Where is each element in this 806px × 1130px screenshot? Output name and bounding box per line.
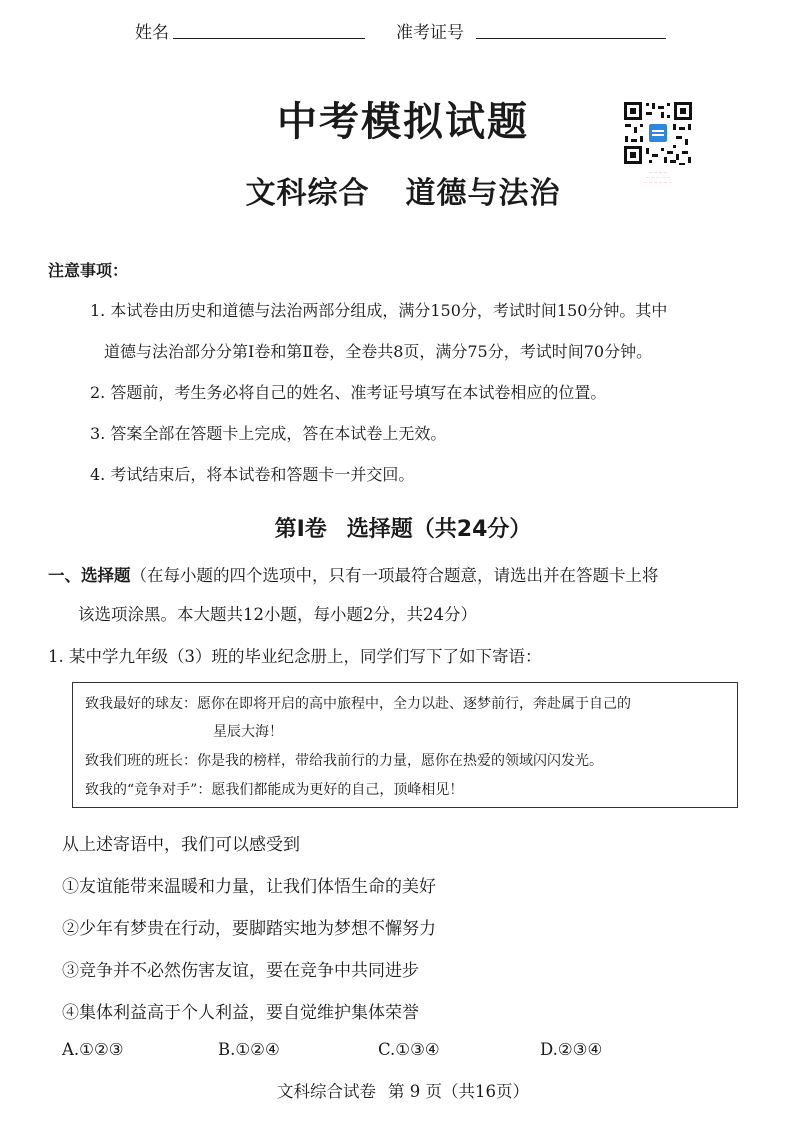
name-field-line[interactable]: [173, 38, 365, 39]
notice-item: 道德与法治部分分第Ⅰ卷和第Ⅱ卷，全卷共8页，满分75分，考试时间70分钟。: [104, 342, 653, 361]
part-instruction-text: （在每小题的四个选项中，只有一项最符合题意，请选出并在答题卡上将: [130, 566, 659, 585]
message-box: [72, 682, 738, 808]
page-footer: [0, 1078, 806, 1102]
answer-choice-a[interactable]: A.①②③: [62, 1040, 124, 1059]
message-line: 致我最好的球友：愿你在即将开启的高中旅程中，全力以赴、逐梦前行，奔赴属于自己的: [85, 696, 631, 712]
statement-option: ④集体利益高于个人利益，要自觉维护集体荣誉: [62, 1003, 419, 1023]
notice-item: 4. 考试结束后，将本试卷和答题卡一并交回。: [90, 465, 415, 484]
notice-heading: 注意事项：: [48, 261, 129, 280]
statement-option: ①友谊能带来温暖和力量，让我们体悟生命的美好: [62, 877, 436, 897]
qr-caption-line: ··· ··· ··· ··· ···: [645, 175, 671, 180]
answer-choice-b[interactable]: B.①②④: [218, 1040, 280, 1059]
question-stem: 1. 某中学九年级（3）班的毕业纪念册上，同学们写下了如下寄语：: [48, 647, 542, 666]
answer-choice-d[interactable]: D.②③④: [540, 1040, 603, 1059]
statement-option: ③竞争并不必然伤害友谊，要在竞争中共同进步: [62, 961, 419, 981]
question-lead: 从上述寄语中，我们可以感受到: [62, 835, 300, 855]
subtitle-section: 道德与法治: [405, 176, 561, 211]
notice-item: 3. 答案全部在答题卡上完成，答在本试卷上无效。: [90, 424, 447, 443]
qr-caption: [606, 170, 710, 185]
notice-item: 2. 答题前，考生务必将自己的姓名、准考证号填写在本试卷相应的位置。: [90, 383, 607, 402]
footer-subject: 文科综合试卷: [277, 1082, 376, 1101]
page-title: 中考模拟试题: [277, 99, 529, 145]
qr-caption-line: ··· ··· ··· ··· ··· ···: [643, 180, 673, 185]
subtitle-subject: 文科综合: [245, 176, 370, 211]
statement-option: ②少年有梦贵在行动，要脚踏实地为梦想不懈努力: [62, 919, 436, 939]
part-label: 一、选择题: [48, 566, 131, 585]
name-label: 姓名: [135, 23, 169, 43]
page-number: 第 9 页（共16页）: [388, 1082, 529, 1101]
part-instruction: [48, 562, 768, 586]
exam-id-label: 准考证号: [396, 23, 464, 43]
message-line: 星辰大海！: [213, 724, 283, 740]
qr-caption-line: ··· ··· ··· ···: [648, 170, 668, 175]
exam-id-field-line[interactable]: [476, 38, 666, 39]
section-title: 选择题（共24分）: [346, 517, 532, 542]
message-line: 致我们班的班长：你是我的榜样，带给我前行的力量，愿你在热爱的领域闪闪发光。: [85, 753, 603, 769]
candidate-header: [0, 18, 806, 44]
section-heading: [0, 512, 806, 543]
qr-code-icon[interactable]: [622, 100, 694, 166]
answer-choice-c[interactable]: C.①③④: [378, 1040, 440, 1059]
section-number: 第Ⅰ卷: [274, 517, 327, 542]
message-line: 致我的“竞争对手”：愿我们都能成为更好的自己，顶峰相见！: [85, 782, 464, 798]
part-instruction-continued: 该选项涂黑。本大题共12小题，每小题2分，共24分）: [78, 605, 477, 624]
notice-item: 1. 本试卷由历史和道德与法治两部分组成，满分150分，考试时间150分钟。其中: [90, 301, 668, 320]
